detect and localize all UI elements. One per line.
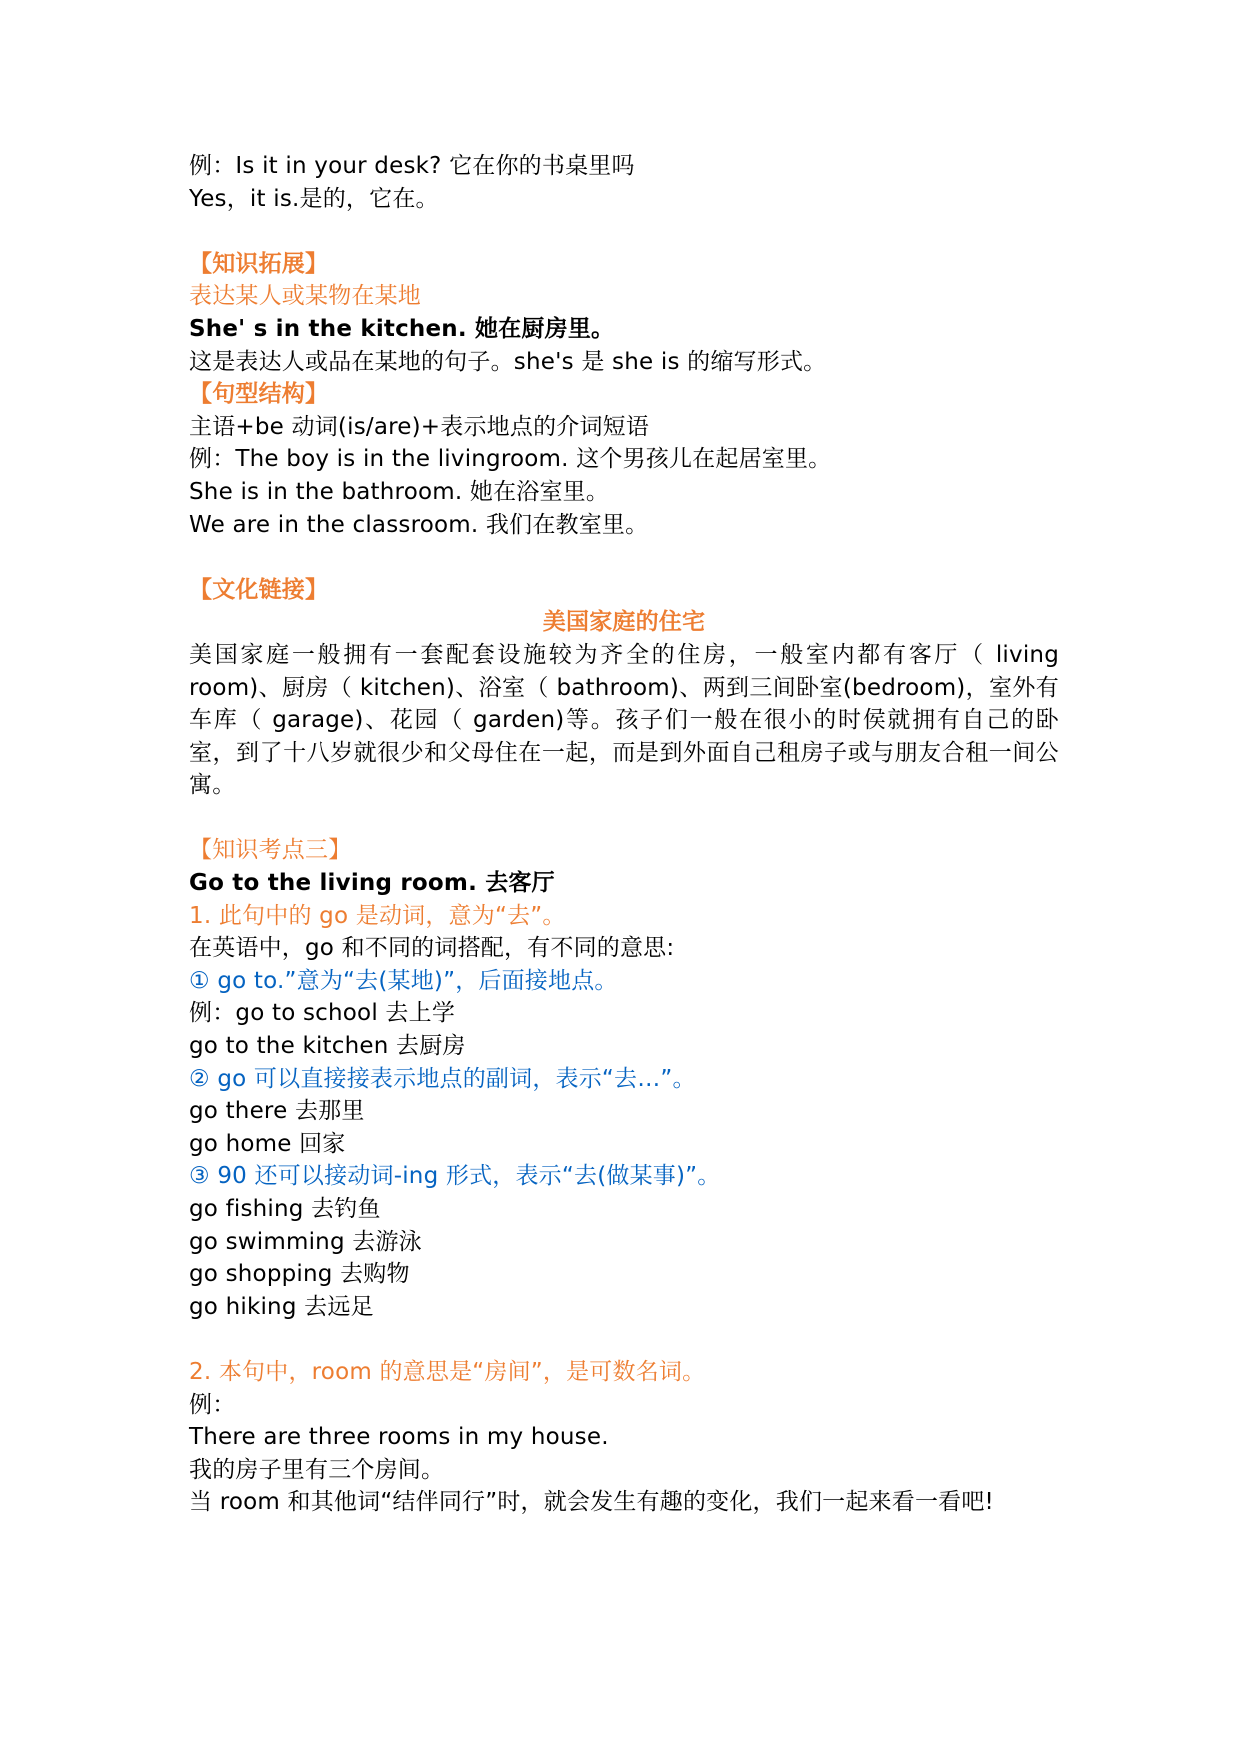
document-page: [189, 150, 1059, 1519]
usage-example: 例：go to school 去上学: [189, 1000, 456, 1027]
intro-line: 在英语中，go 和不同的词搭配，有不同的意思:: [189, 935, 675, 962]
usage-example: go swimming 去游泳: [189, 1228, 422, 1255]
closing-paragraph: 当 room 和其他词“结伴同行”时，就会发生有趣的变化，我们一起来看一看吧!: [189, 1489, 994, 1516]
usage-rule: ③ 90 还可以接动词-ing 形式，表示“去(做某事)”。: [189, 1163, 721, 1190]
example-line: 例：The boy is in the livingroom. 这个男孩儿在起居室里。: [189, 446, 832, 473]
culture-title: 美国家庭的住宅: [542, 609, 706, 636]
usage-example: go home 回家: [189, 1130, 346, 1157]
example-line: She is in the bathroom. 她在浴室里。: [189, 478, 610, 505]
example-line: 例：Is it in your desk? 它在你的书桌里吗: [189, 153, 635, 179]
point-heading: 1. 此句中的 go 是动词，意为“去”。: [189, 902, 566, 929]
section-heading-knowledge-point-three: 【知识考点三】: [189, 837, 352, 864]
example-english: There are three rooms in my house.: [189, 1424, 609, 1451]
section-heading-knowledge-extension: 【知识拓展】: [189, 250, 329, 277]
key-sentence: She' s in the kitchen. 她在厨房里。: [189, 315, 615, 342]
usage-example: go there 去那里: [189, 1098, 365, 1125]
point-heading: 2. 本句中，room 的意思是“房间”，是可数名词。: [189, 1358, 706, 1385]
key-sentence: Go to the living room. 去客厅: [189, 870, 555, 897]
structure-line: 主语+be 动词(is/are)+表示地点的介词短语: [189, 413, 650, 440]
example-label: 例：: [189, 1391, 236, 1418]
usage-example: go hiking 去远足: [189, 1293, 374, 1320]
spacer: [189, 541, 1059, 574]
example-answer-line: Yes，it is.是的，它在。: [189, 185, 439, 212]
spacer: [189, 1323, 1059, 1356]
spacer: [189, 215, 1059, 248]
section-subheading: 表达某人或某物在某地: [189, 283, 421, 310]
example-chinese: 我的房子里有三个房间。: [189, 1456, 445, 1483]
example-line: We are in the classroom. 我们在教室里。: [189, 511, 649, 538]
section-heading-sentence-structure: 【句型结构】: [189, 381, 329, 408]
section-heading-culture-link: 【文化链接】: [189, 576, 329, 603]
spacer: [189, 802, 1059, 835]
usage-example: go fishing 去钓鱼: [189, 1196, 381, 1222]
usage-example: go to the kitchen 去厨房: [189, 1033, 466, 1060]
usage-rule: ① go to.”意为“去(某地)”，后面接地点。: [189, 967, 618, 994]
usage-example: go shopping 去购物: [189, 1261, 410, 1288]
explanation-line: 这是表达人或品在某地的句子。she's 是 she is 的缩写形式。: [189, 348, 827, 375]
usage-rule: ② go 可以直接接表示地点的副词，表示“去…”。: [189, 1065, 696, 1092]
culture-paragraph: 美国家庭一般拥有一套配套设施较为齐全的住房，一般室内都有客厅（ living room)、厨房（ kitchen)、浴室（ bathroom)、两到三间卧室(bedroom)，室外有车库（ garage)、花园（ garden)等。孩子们一般在很小的时侯就拥有自己的卧室，到了十八岁就很少和父母住在一起，而是到外面自己租房子或与朋友合租一间公寓。: [189, 641, 1059, 799]
